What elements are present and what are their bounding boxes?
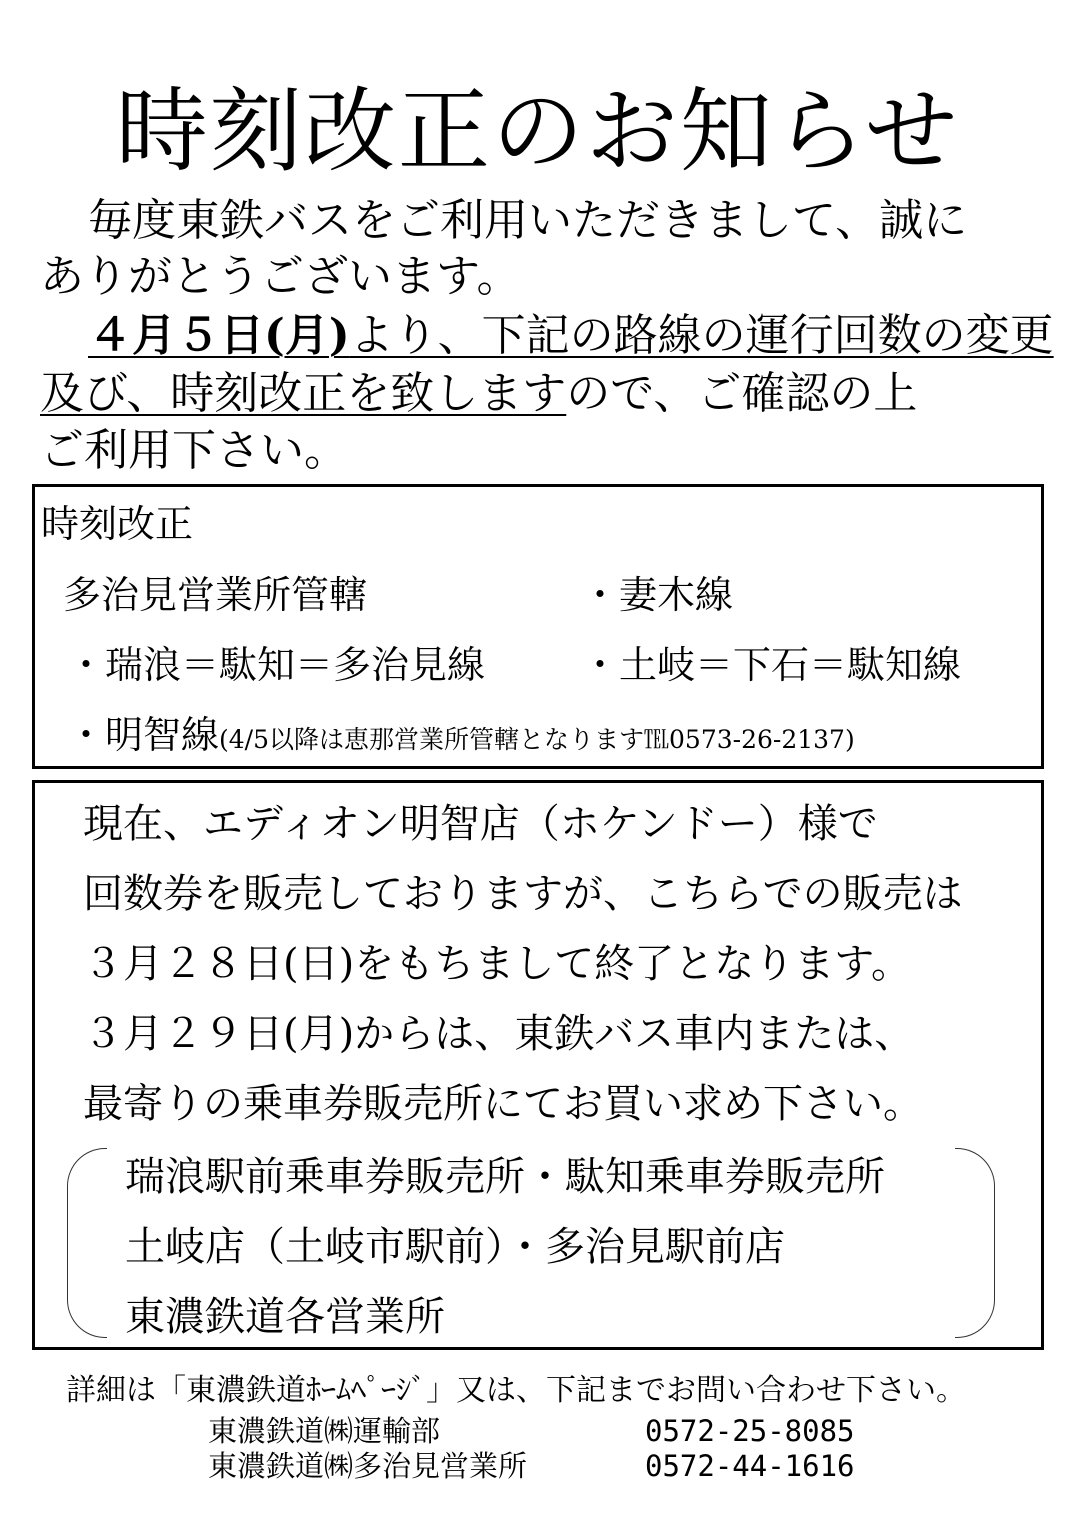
office-name: 多治見営業所管轄 bbox=[63, 573, 368, 617]
intro-line-2: ありがとうございます。 bbox=[40, 251, 521, 302]
ticket-line-5: 最寄りの乗車券販売所にてお買い求め下さい。 bbox=[83, 1081, 923, 1127]
ticket-info-box bbox=[32, 780, 1044, 1350]
bracket-left bbox=[67, 1148, 107, 1338]
revision-summary: より、下記の路線の運行回数の変更 bbox=[349, 310, 1054, 361]
intro-line-3 bbox=[88, 308, 1054, 364]
contact-name-2: 東濃鉄道㈱多治見営業所 bbox=[208, 1449, 528, 1483]
intro-line-4 bbox=[40, 366, 917, 422]
ticket-line-4: ３月２９日(月)からは、東鉄バス車内または、 bbox=[83, 1011, 915, 1057]
revision-date: ４月５日(月) bbox=[88, 310, 350, 361]
revision-box bbox=[32, 484, 1044, 769]
intro-line-1: 毎度東鉄バスをご利用いただきまして、誠に bbox=[88, 195, 968, 246]
route-akechi-row bbox=[67, 711, 855, 759]
intro-line-5: ご利用下さい。 bbox=[40, 425, 348, 476]
ticket-line-2: 回数券を販売しておりますが、こちらでの販売は bbox=[83, 871, 963, 917]
ticket-line-1: 現在、エディオン明智店（ホケンドー）様で bbox=[83, 801, 878, 847]
revision-heading: 時刻改正 bbox=[41, 502, 194, 546]
ticket-line-3: ３月２８日(日)をもちまして終了となります。 bbox=[83, 941, 912, 987]
sales-location-2: 土岐店（土岐市駅前）・多治見駅前店 bbox=[125, 1224, 785, 1270]
sales-location-3: 東濃鉄道各営業所 bbox=[125, 1294, 445, 1340]
contact-name-1: 東濃鉄道㈱運輸部 bbox=[208, 1414, 441, 1448]
contact-phone-1: 0572-25-8085 bbox=[645, 1414, 855, 1448]
footer-note: 詳細は「東濃鉄道ﾎｰﾑﾍﾟｰｼﾞ」又は、下記までお問い合わせ下さい。 bbox=[66, 1373, 966, 1408]
intro-confirm: ので、ご確認の上 bbox=[566, 368, 918, 419]
route-tsumagi: ・妻木線 bbox=[581, 573, 734, 617]
akechi-note: (4/5以降は恵那営業所管轄となります℡0573-26-2137) bbox=[219, 725, 855, 754]
route-mizunami-dachi-tajimi: ・瑞浪＝駄知＝多治見線 bbox=[67, 643, 486, 687]
contact-phone-2: 0572-44-1616 bbox=[645, 1449, 855, 1483]
route-toki-oroshi-dachi: ・土岐＝下石＝駄知線 bbox=[581, 643, 962, 687]
sales-location-1: 瑞浪駅前乗車券販売所・駄知乗車券販売所 bbox=[125, 1154, 885, 1200]
page-title: 時刻改正のお知らせ bbox=[115, 78, 960, 185]
revision-summary-cont: 及び、時刻改正を致します bbox=[40, 368, 567, 419]
bracket-right bbox=[955, 1148, 995, 1338]
route-akechi: ・明智線 bbox=[67, 713, 220, 757]
